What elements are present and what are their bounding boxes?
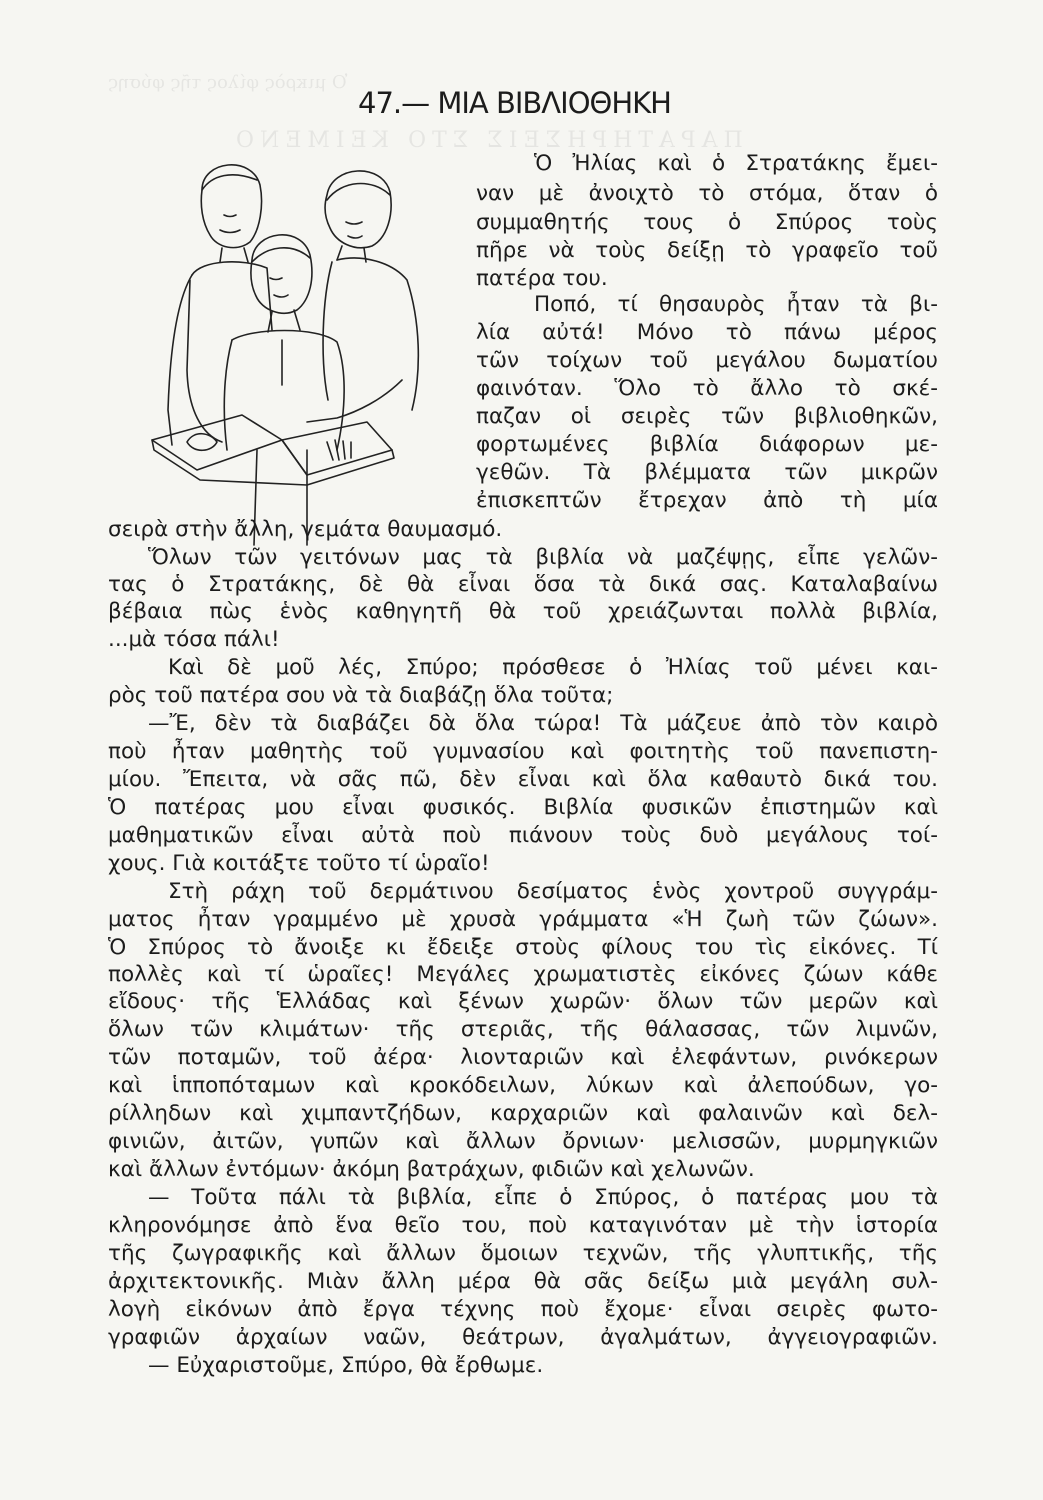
text-line: — Εὐχαριστοῦμε, Σπύρο, θὰ ἔρθωμε.	[148, 1353, 544, 1378]
text-line: ἐπισκεπτῶν ἔτρεχαν ἀπὸ τὴ μία	[476, 488, 938, 513]
text-line: ναν μὲ ἀνοιχτὸ τὸ στόμα, ὅταν ὁ	[476, 181, 938, 206]
text-line: λία αὐτά! Μόνο τὸ πάνω μέρος	[476, 320, 938, 345]
boy-right-figure	[307, 171, 418, 422]
bleed-through-heading: ΠΑΡΑΤΗΡΗΣΕΙΣ ΣΤΟ ΚΕΙΜΕΝΟ	[230, 128, 743, 153]
text-line: βέβαια πὼς ἑνὸς καθηγητῆ θὰ τοῦ χρειάζωνται πολλὰ βιβλία,	[108, 599, 938, 624]
text-line: κληρονόμησε ἀπὸ ἕνα θεῖο του, ποὺ καταγινόταν μὲ τὴν ἱστορία	[108, 1213, 938, 1238]
text-line: πῆρε νὰ τοὺς δείξῃ τὸ γραφεῖο τοῦ	[476, 238, 938, 263]
text-line: —Ἔ, δὲν τὰ διαβάζει δὰ ὅλα τώρα! Τὰ μάζευε ἀπὸ τὸν καιρὸ	[148, 711, 938, 736]
text-line: Ὁ πατέρας μου εἶναι φυσικός. Βιβλία φυσικῶν ἐπιστημῶν καὶ	[108, 795, 938, 820]
text-line: ἀρχιτεκτονικῆς. Μιὰν ἄλλη μέρα θὰ σᾶς δείξω μιὰ μεγάλη συλ-	[108, 1269, 938, 1294]
text-line: συμμαθητής τους ὁ Σπύρος τοὺς	[476, 210, 938, 235]
text-line: — Τοῦτα πάλι τὰ βιβλία, εἶπε ὁ Σπύρος, ὁ πατέρας μου τὰ	[148, 1185, 938, 1210]
text-line: ποὺ ἦταν μαθητὴς τοῦ γυμνασίου καὶ φοιτητὴς τοῦ πανεπιστη-	[108, 739, 938, 764]
bleed-through-header: Ὁ μικρὸς φίλος τῆς φύσης	[108, 72, 348, 93]
text-line: μαθηματικῶν εἶναι αὐτὰ ποὺ πιάνουν τοὺς δυὸ μεγάλους τοί-	[108, 823, 938, 848]
text-line: τῆς ζωγραφικῆς καὶ ἄλλων ὅμοιων τεχνῶν, τῆς γλυπτικῆς, τῆς	[108, 1241, 938, 1266]
text-line: παζαν οἱ σειρὲς τῶν βιβλιοθηκῶν,	[476, 404, 938, 429]
text-line: τῶν ποταμῶν, τοῦ ἀέρα· λιονταριῶν καὶ ἐλεφάντων, ρινόκερων	[108, 1045, 938, 1070]
text-line: μίου. Ἔπειτα, νὰ σᾶς πῶ, δὲν εἶναι καὶ ὅλα καθαυτὸ δικά του.	[108, 767, 938, 792]
text-line: γραφιῶν ἀρχαίων ναῶν, θεάτρων, ἀγαλμάτων, ἀγγειογραφιῶν.	[108, 1325, 938, 1350]
text-line: ...μὰ τόσα πάλι!	[108, 627, 280, 652]
text-line: καὶ ἱπποπόταμων καὶ κροκόδειλων, λύκων καὶ ἀλεπούδων, γο-	[108, 1073, 938, 1098]
text-line: Ὁ Ἠλίας καὶ ὁ Στρατάκης ἔμει-	[534, 151, 938, 176]
text-line: καὶ ἄλλων ἐντόμων· ἀκόμη βατράχων, φιδιῶν καὶ χελωνῶν.	[108, 1157, 755, 1182]
text-line: φαινόταν. Ὅλο τὸ ἄλλο τὸ σκέ-	[476, 376, 938, 401]
text-line: εἴδους· τῆς Ἑλλάδας καὶ ξένων χωρῶν· ὅλων τῶν μερῶν καὶ	[108, 989, 938, 1014]
text-line: σειρὰ στὴν ἄλλη, γεμάτα θαυμασμό.	[108, 517, 503, 542]
text-line: λογὴ εἰκόνων ἀπὸ ἔργα τέχνης ποὺ ἔχομε· εἶναι σειρὲς φωτο-	[108, 1297, 938, 1322]
text-line: Καὶ δὲ μοῦ λές, Σπύρο; πρόσθεσε ὁ Ἠλίας τοῦ μένει και-	[168, 655, 938, 680]
text-line: τας ὁ Στρατάκης, δὲ θὰ εἶναι ὅσα τὰ δικά σας. Καταλαβαίνω	[108, 572, 938, 597]
text-line: φορτωμένες βιβλία διάφορων με-	[476, 432, 938, 457]
text-line: Στὴ ράχη τοῦ δερμάτινου δεσίματος ἑνὸς χοντροῦ συγγράμ-	[168, 879, 938, 904]
text-line: ρίλληδων καὶ χιμπαντζήδων, καρχαριῶν καὶ φαλαινῶν καὶ δελ-	[108, 1101, 938, 1126]
text-line: Ποπό, τί θησαυρὸς ἦταν τὰ βι-	[534, 292, 938, 317]
text-line: ὅλων τῶν κλιμάτων· τῆς στεριᾶς, τῆς θάλασσας, τῶν λιμνῶν,	[108, 1017, 938, 1042]
text-line: τῶν τοίχων τοῦ μεγάλου δωματίου	[476, 348, 938, 373]
text-line: ρὸς τοῦ πατέρα σου νὰ τὰ διαβάζῃ ὅλα τοῦτα;	[108, 683, 614, 708]
text-line: πολλὲς καὶ τί ὡραῖες! Μεγάλες χρωματιστὲς εἰκόνες ζώων κάθε	[108, 962, 938, 987]
text-line: χους. Γιὰ κοιτάξτε τοῦτο τί ὡραῖο!	[108, 851, 490, 876]
text-line: Ὁ Σπύρος τὸ ἄνοιξε κι ἔδειξε στοὺς φίλους του τὶς εἰκόνες. Τί	[108, 935, 938, 960]
text-line: φινιῶν, ἀιτῶν, γυπῶν καὶ ἄλλων ὄρνιων· μελισσῶν, μυρμηγκιῶν	[108, 1129, 938, 1154]
page-title: 47.— ΜΙΑ ΒΙΒΛΙΟΘΗΚΗ	[358, 86, 671, 120]
open-book-figure	[152, 415, 394, 485]
text-line: ματος ἦταν γραμμένο μὲ χρυσὰ γράμματα «Ἡ ζωὴ τῶν ζώων».	[108, 907, 938, 932]
three-boys-reading-illustration	[132, 150, 472, 550]
text-line: γεθῶν. Τὰ βλέμματα τῶν μικρῶν	[476, 460, 938, 485]
text-line: πατέρα του.	[476, 266, 608, 291]
boy-left-figure	[168, 165, 272, 445]
text-line: Ὅλων τῶν γειτόνων μας τὰ βιβλία νὰ μαζέψῃς, εἶπε γελῶν-	[148, 545, 938, 570]
